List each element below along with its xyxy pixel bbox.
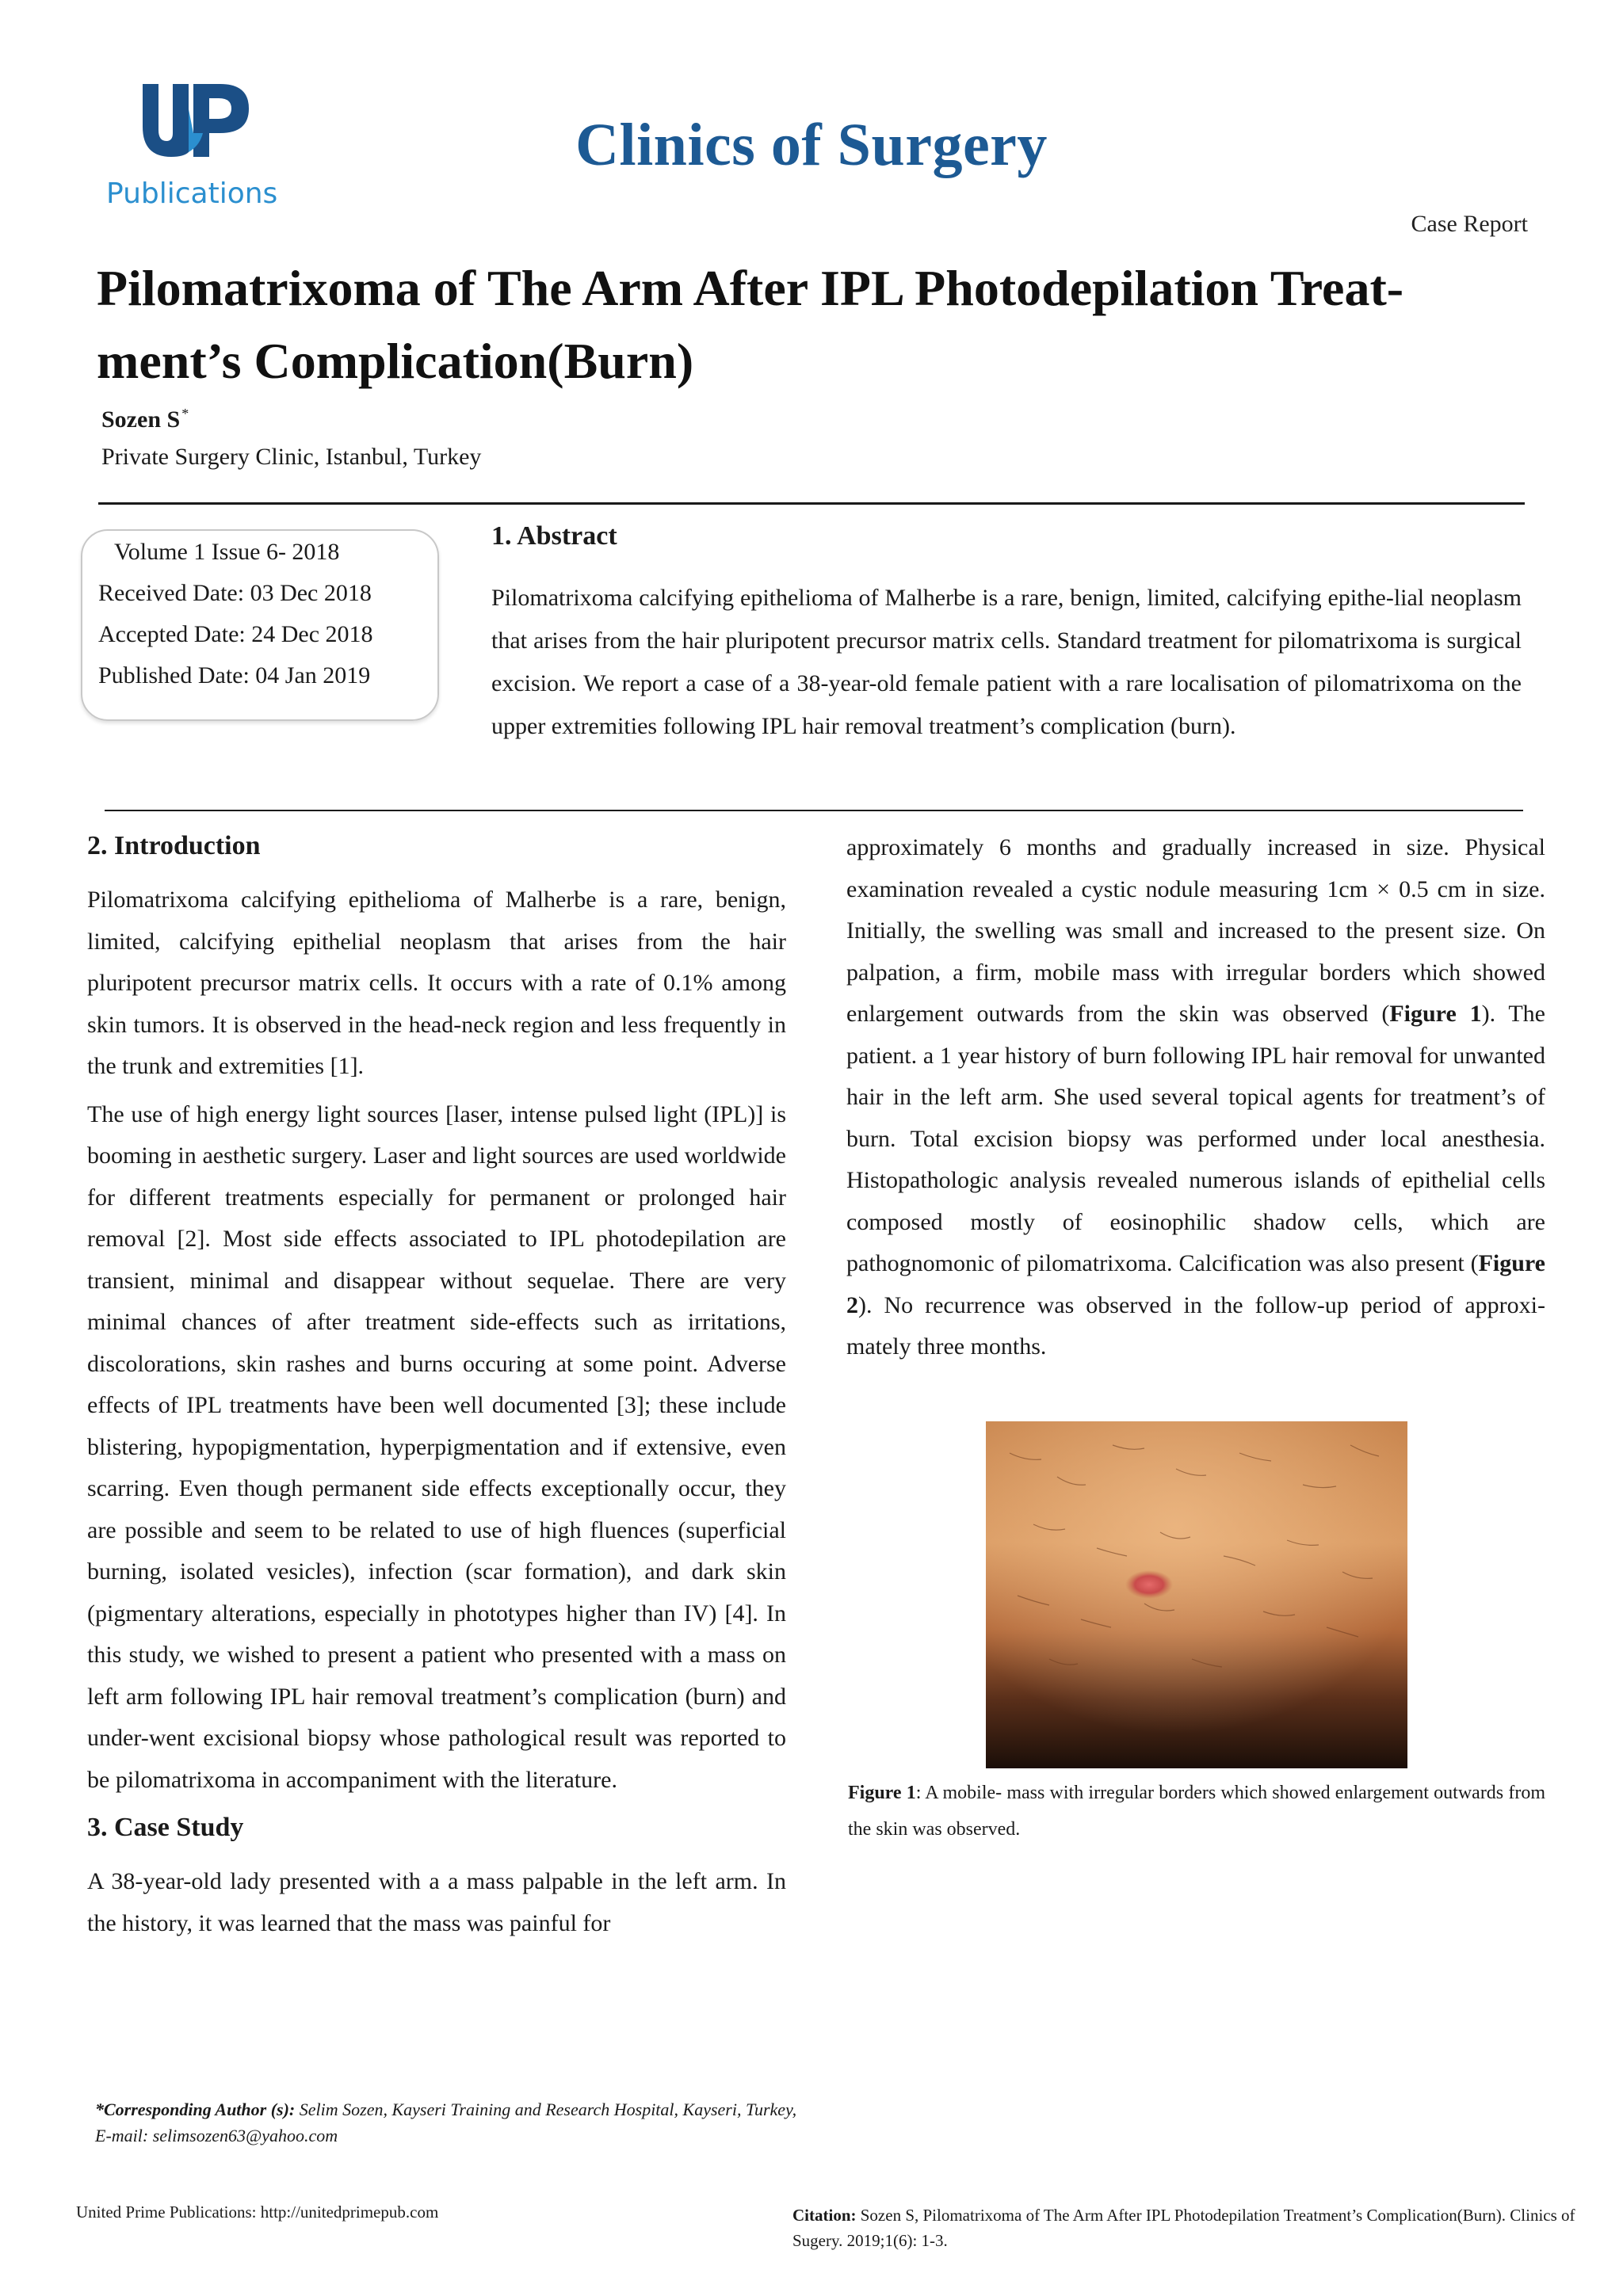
article-title: Pilomatrixoma of The Arm After IPL Photodepilation Treat-ment’s Complication(Burn) [97,260,1404,389]
case-study-paragraph-cont [846,827,1545,1368]
introduction-paragraph-1: Pilomatrixoma calcifying epithelioma of Malherbe is a rare, benign, limited, calcifying epithelial neoplasm that arises from the hair pluripotent precursor matrix cells. It occurs with a rate of 0.1% among skin tumors. It is observed in the head-neck region and less frequently in the trunk and extremities [1]. [87,887,786,1079]
article-info-box [81,529,439,721]
figure-1-link[interactable]: Figure 1 [1389,1001,1482,1027]
info-accepted-date: Accepted Date: 24 Dec 2018 [98,621,373,647]
left-column [87,826,786,1951]
figure-1-image [986,1421,1407,1768]
journal-title: Clinics of Surgery [575,112,1048,178]
divider-abstract [105,810,1523,811]
footer-citation [792,2203,1601,2253]
case-study-text-c: ). No recurrence was observed in the follow-up period of approxi-mately three months. [846,1291,1545,1360]
article-type: Case Report [1411,211,1528,237]
abstract-heading: 1. Abstract [491,521,617,551]
author-name: Sozen S [101,406,181,433]
figure-1-caption [848,1775,1545,1848]
info-received-date: Received Date: 03 Dec 2018 [98,580,372,606]
citation-text: Sozen S, Pilomatrixoma of The Arm After IPL Photodepilation Treatment’s Complication(Burn). Clinics of Sugery. 2019;1(6): 1-3. [792,2206,1575,2250]
footnote-text: Selim Sozen, Kayseri Training and Research Hospital, Kayseri, Turkey, E-mail: selimsozen63@yahoo.com [95,2100,797,2145]
affiliation: Private Surgery Clinic, Istanbul, Turkey [101,444,482,470]
introduction-heading: 2. Introduction [87,831,261,860]
case-study-text-a: approximately 6 months and gradually increased in size. Physical examination revealed a cystic nodule measuring 1cm × 0.5 cm in size. Initially, the swelling was small and increased to the present size. On palpation, a firm, mobile mass with irregular borders which showed enlargement outwards from the skin was observed ( [846,834,1545,1027]
logo-text: Publications [106,177,278,210]
divider-top [98,502,1525,505]
case-study-paragraph-1: A 38-year-old lady presented with a a mass palpable in the left arm. In the history, it was learned that the mass was painful for [87,1868,786,1936]
abstract-text: Pilomatrixoma calcifying epithelioma of Malherbe is a rare, benign, limited, calcifying epithe-lial neoplasm that arises from the hair pluripotent precursor matrix cells. Standard treatment for pilomatrixoma is surgical excision. We report a case of a 38-year-old female patient with a rare localisation of pilomatrixoma on the upper extremities following IPL hair removal treatment’s complication (burn). [491,585,1522,739]
introduction-paragraph-2: The use of high energy light sources [laser, intense pulsed light (IPL)] is booming in aesthetic surgery. Laser and light sources are used worldwide for different treatments especially for permanent or prolonged hair removal [2]. Most side effects associated to IPL photodepilation are transient, minimal and disappear without sequelae. There are very minimal chances of after treatment side-effects such as irritations, discolorations, skin rashes and burns occuring at some point. Adverse effects of IPL treatments have been well documented [3]; these include blistering, hypopigmentation, hyperpigmentation and if extensive, even scarring. Even though permanent side effects exceptionally occur, they are possible and seem to be related to use of high fluences (superficial burning, isolated vesicles), infection (scar formation), and dark skin (pigmentary alterations, especially in phototypes higher than IV) [4]. In this study, we wished to present a patient who presented with a mass on left arm following IPL hair removal treatment’s complication (burn) and under-went excisional biopsy whose pathological result was reported to be pilomatrixoma in accompaniment with the literature. [87,1100,786,1793]
citation-label: Citation: [792,2206,857,2225]
figure-1-caption-text: : A mobile- mass with irregular borders which showed enlargement outwards from the skin was observed. [848,1783,1546,1840]
right-column [846,827,1545,1375]
info-published-date: Published Date: 04 Jan 2019 [98,662,371,688]
author-mark: * [181,406,189,421]
lesion-mark [1125,1570,1173,1599]
case-study-text-b: ). The patient. a 1 year history of burn following IPL hair removal for unwanted hair in the left arm. She used several topical agents for treatment’s of burn. Total excision biopsy was performed under local anesthesia. Histopathologic analysis revealed numerous islands of epithelial cells composed mostly of eosinophilic shadow cells, which are pathognomonic of pilomatrixoma. Calcification was also present ( [846,1001,1545,1276]
footer-publisher: United Prime Publications: http://unitedprimepub.com [76,2203,439,2222]
figure-1-label: Figure 1 [848,1783,916,1803]
corresponding-author-note [95,2096,808,2149]
figure-2-link[interactable]: Figure 2 [846,1250,1545,1318]
info-volume: Volume 1 Issue 6- 2018 [114,539,340,565]
footnote-label: *Corresponding Author (s): [95,2100,296,2119]
authors [101,406,189,433]
case-study-heading: 3. Case Study [87,1813,244,1842]
